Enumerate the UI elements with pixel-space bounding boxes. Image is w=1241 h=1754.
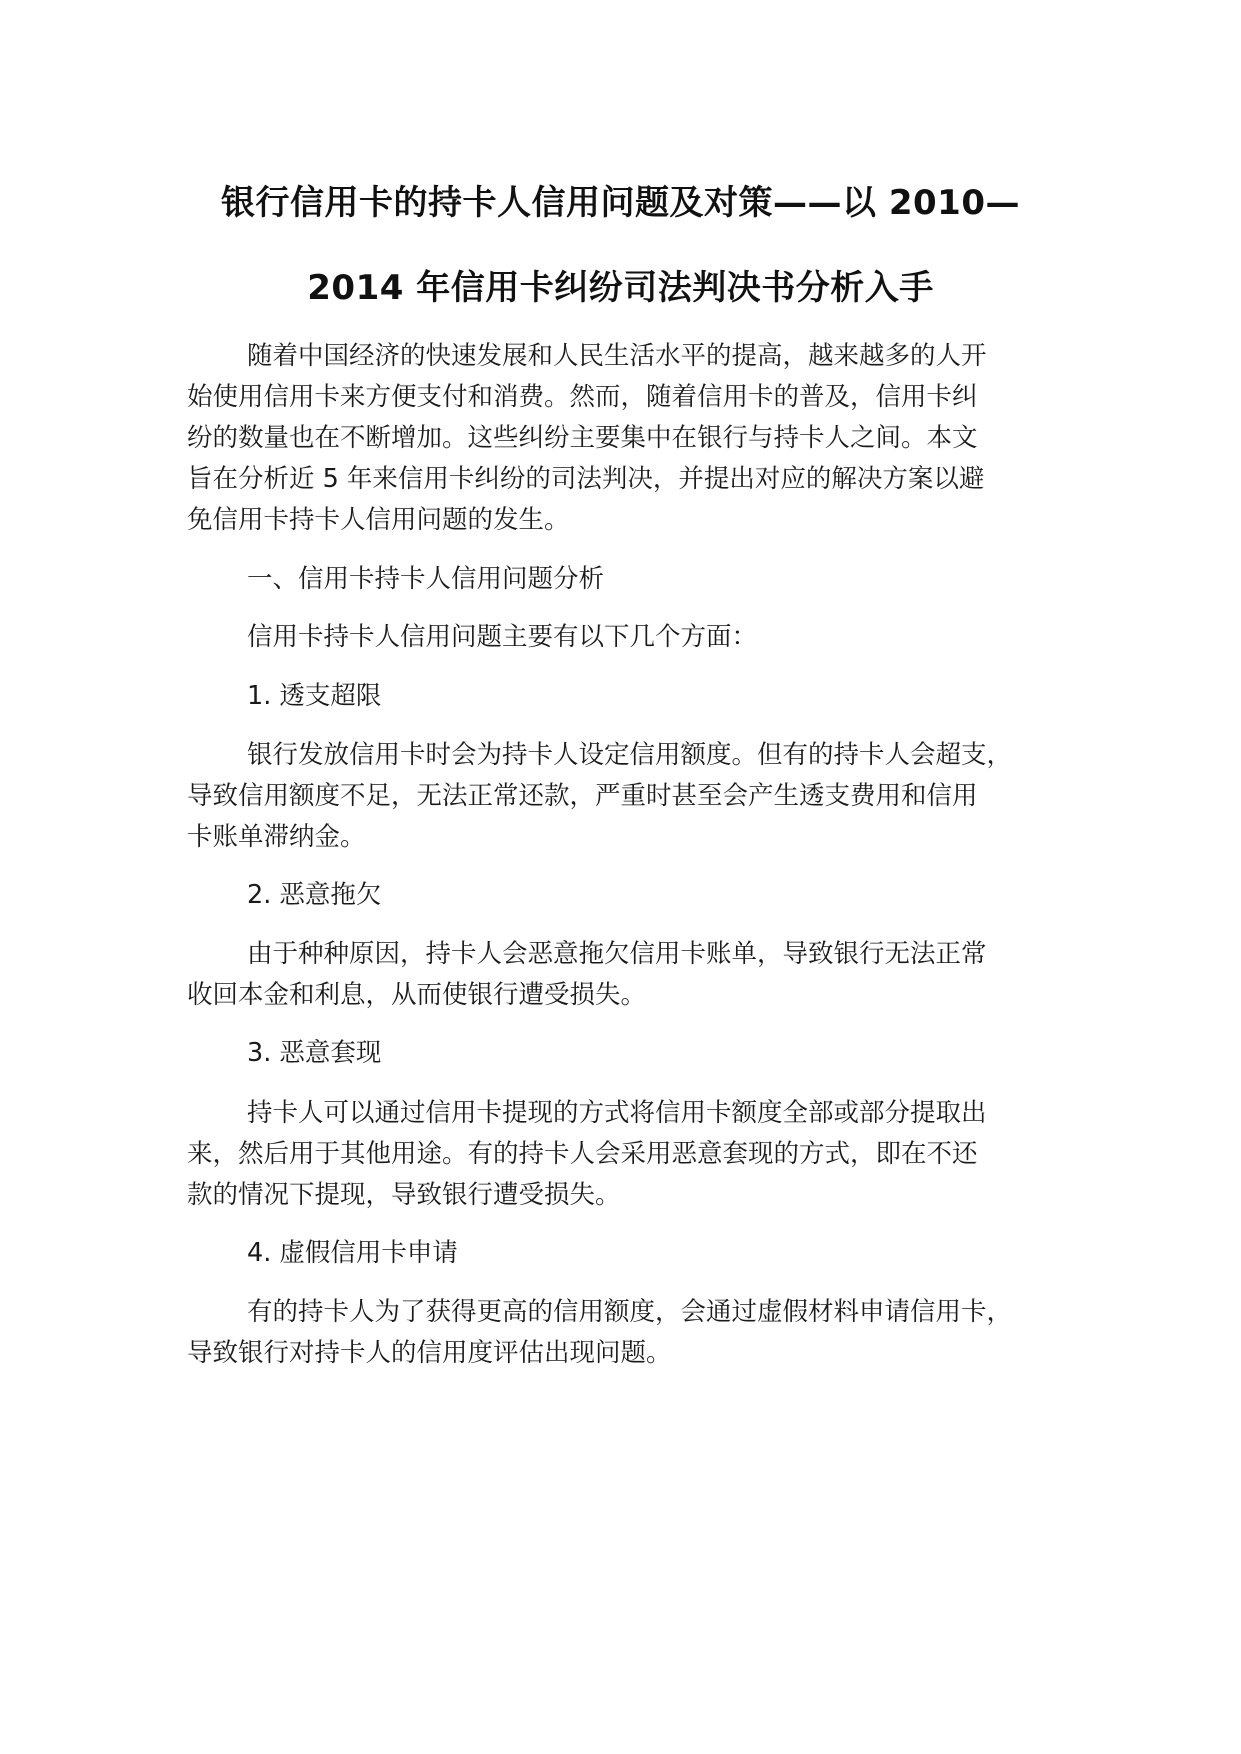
overview-paragraph-line: 信用卡持卡人信用问题主要有以下几个方面：	[247, 622, 758, 652]
subheading-4: 4. 虚假信用卡申请	[247, 1238, 458, 1268]
intro-paragraph-line: 随着中国经济的快速发展和人民生活水平的提高，越来越多的人开	[247, 341, 987, 371]
subheading-3: 3. 恶意套现	[247, 1038, 382, 1068]
cashout-paragraph-line: 来，然后用于其他用途。有的持卡人会采用恶意套现的方式，即在不还	[187, 1139, 978, 1169]
document-title-line-1: 银行信用卡的持卡人信用问题及对策——以 2010—	[221, 183, 1020, 223]
cashout-paragraph-line: 款的情况下提现，导致银行遭受损失。	[187, 1180, 621, 1210]
intro-paragraph-line: 免信用卡持卡人信用问题的发生。	[187, 505, 570, 535]
intro-paragraph-line: 始使用信用卡来方便支付和消费。然而，随着信用卡的普及，信用卡纠	[187, 382, 978, 412]
intro-paragraph-line: 旨在分析近 5 年来信用卡纠纷的司法判决，并提出对应的解决方案以避	[187, 464, 985, 494]
fake-application-paragraph-line: 有的持卡人为了获得更高的信用额度，会通过虚假材料申请信用卡，	[247, 1297, 1013, 1327]
section-heading: 一、信用卡持卡人信用问题分析	[247, 564, 605, 594]
overdraft-paragraph-line: 导致信用额度不足，无法正常还款，严重时甚至会产生透支费用和信用	[187, 781, 978, 811]
fake-application-paragraph-line: 导致银行对持卡人的信用度评估出现问题。	[187, 1338, 672, 1368]
overdraft-paragraph-line: 银行发放信用卡时会为持卡人设定信用额度。但有的持卡人会超支，	[247, 740, 1013, 770]
subheading-2: 2. 恶意拖欠	[247, 880, 382, 910]
overdraft-paragraph-line: 卡账单滞纳金。	[187, 822, 366, 852]
intro-paragraph-line: 纷的数量也在不断增加。这些纠纷主要集中在银行与持卡人之间。本文	[187, 423, 978, 453]
document-title-line-2: 2014 年信用卡纠纷司法判决书分析入手	[307, 268, 934, 308]
subheading-1: 1. 透支超限	[247, 681, 382, 711]
cashout-paragraph-line: 持卡人可以通过信用卡提现的方式将信用卡额度全部或部分提取出	[247, 1098, 987, 1128]
default-paragraph-line: 由于种种原因，持卡人会恶意拖欠信用卡账单，导致银行无法正常	[247, 939, 987, 969]
default-paragraph-line: 收回本金和利息，从而使银行遭受损失。	[187, 980, 647, 1010]
